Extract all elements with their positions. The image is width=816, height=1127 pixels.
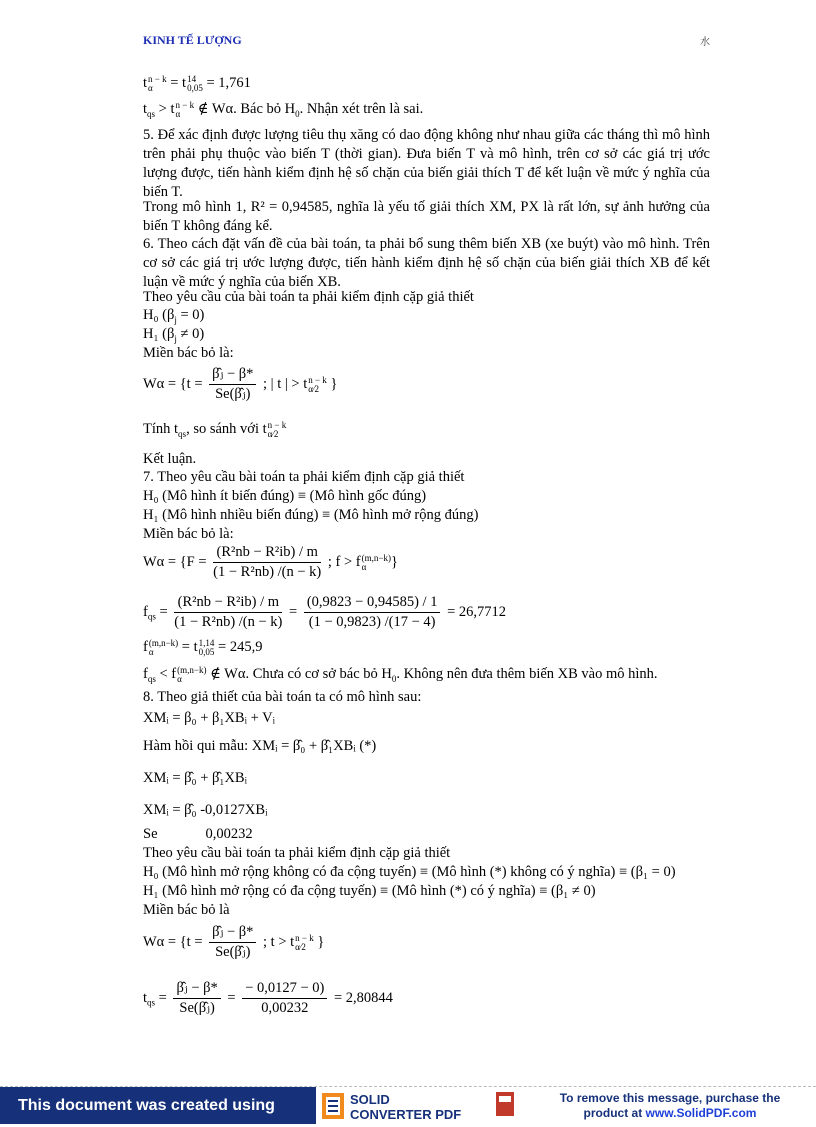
p8-sample-regression: Hàm hồi qui mẫu: XMᵢ = β̂₀ + β̂₁XBᵢ (*) [143, 738, 377, 754]
paragraph-8: 8. Theo giả thiết của bài toán ta có mô hình sau: [143, 689, 422, 705]
pdf-logo-icon [318, 1090, 528, 1122]
svg-text:CONVERTER PDF: CONVERTER PDF [350, 1107, 462, 1122]
conclusion-label: Kết luận. [143, 451, 197, 467]
se-line: Se 0,00232 [143, 826, 253, 842]
banner-created-text: This document was created using [0, 1087, 316, 1124]
paragraph-6: 6. Theo cách đặt vấn đề của bài toán, ta phải bổ sung thêm biến XB (xe buýt) vào mô hình. Trên cơ sở các giá trị ước lượng được, tiến hành kiểm định hệ số chặn của biến giải thích XB để kết luận về mức ý nghĩa của biến XB. [143, 236, 710, 290]
p8-model: XMᵢ = β₀ + β₁XBᵢ + Vᵢ [143, 710, 275, 726]
rejection-region-label: Miền bác bỏ là: [143, 345, 234, 361]
p7-h1: H₁ (Mô hình nhiều biến đúng) ≡ (Mô hình mở rộng đúng) [143, 507, 479, 523]
p7-h0: H₀ (Mô hình ít biến đúng) ≡ (Mô hình gốc đúng) [143, 488, 427, 504]
rejection-region-label-3: Miền bác bỏ là [143, 902, 230, 918]
paragraph-7: 7. Theo yêu cầu bài toán ta phải kiểm định cặp giả thiết [143, 469, 465, 485]
p8-eq-2: XMᵢ = β̂₀ + β̂₁XBᵢ [143, 770, 247, 786]
p8-h0: H₀ (Mô hình mở rộng không có đa cộng tuyến) ≡ (Mô hình (*) không có ý nghĩa) ≡ (β₁ = 0) [143, 864, 676, 880]
compute-tqs-line: Tính $t_{qs}$, so sánh với t n − k α⁄2 [143, 420, 287, 439]
solid-converter-logo [318, 1090, 528, 1122]
page-header-mark: 水 [700, 37, 710, 48]
banner-purchase-text: To remove this message, purchase the product at www.SolidPDF.com [559, 1091, 781, 1120]
t-alpha-line: t n − k α = t 14 0,05 = 1,761 [143, 74, 251, 93]
page-header-title: KINH TẾ LƯỢNG [143, 33, 242, 47]
p8-hypothesis-intro: Theo yêu cầu bài toán ta phải kiểm định cặp giả thiết [143, 845, 451, 861]
h1-line: H₁ $(\beta_j \ne 0)$ [143, 326, 205, 344]
h0-line: H₀ $(\beta_j = 0)$ [143, 307, 205, 325]
fqs-formula: $f_{qs}$ = $\frac{\text{(R²nb − R²ib) / m}}{\text{(1 − R²nb) /(n − k)}}$ = $\frac{(0,9823 - 0,94585) / 1}{(1 - 0,9823) /(17 - 4)}$ = 26,7712 [143, 594, 507, 630]
tqs-compare-line: $t_{qs} > t$ n − k α ∉ Wα. Bác bỏ $H_0$. Nhận xét trên là sai. [143, 100, 424, 119]
watermark-banner [0, 1086, 816, 1124]
paragraph-6b: Theo yêu cầu của bài toán ta phải kiểm định cặp giả thiết [143, 289, 474, 305]
rejection-region-formula-1: Wα = {t = $\frac{\text{β̂ⱼ − β*}}{\text{Se(β̂ⱼ)}}$ ; | t | > t n − k α⁄2 } [143, 366, 338, 402]
p8-eq-3: XMᵢ = β̂₀ -0,0127XBᵢ [143, 802, 268, 818]
f-alpha-line: f (m,n−k) α = t 1,14 0,05 = 245,9 [143, 638, 263, 657]
paragraph-5: 5. Để xác định được lượng tiêu thụ xăng có dao động không như nhau giữa các tháng thì mô hình trên phải phụ thuộc vào biến T (thời gian). Đưa biến T và mô hình, trên cơ sở các giá trị ước lượng được, tiến hành kiểm định hệ số chặn của biến giải thích T để kết luận về mức ý nghĩa của biến T. [143, 127, 710, 200]
solidpdf-link[interactable]: www.SolidPDF.com [645, 1106, 757, 1120]
tqs-formula: $t_{qs}$ = $\frac{\text{β̂ⱼ − β*}}{\text{Se(β̂ⱼ)}}$ = $\frac{- 0,0127 - 0)}{0,00232}$ = 2,80844 [143, 980, 393, 1016]
f-compare-line: $f_{qs} < f$ (m,n−k) α ∉ Wα. Chưa có cơ sở bác bỏ $H_0$. Không nên đưa thêm biến XB vào mô hình. [143, 665, 658, 684]
p8-h1: H₁ (Mô hình mở rộng có đa cộng tuyến) ≡ (Mô hình (*) có ý nghĩa) ≡ (β₁ ≠ 0) [143, 883, 596, 899]
rejection-region-formula-3: Wα = {t = $\frac{\text{β̂ⱼ − β*}}{\text{Se(β̂ⱼ)}}$ ; t > t n − k α⁄2 } [143, 924, 325, 960]
svg-text:SOLID: SOLID [350, 1092, 390, 1107]
rejection-region-label-2: Miền bác bỏ là: [143, 526, 234, 542]
rejection-region-formula-2: Wα = {F = $\frac{\text{(R²nb − R²ib) / m}}{\text{(1 − R²nb) /(n − k)}}$ ; f > f (m,n−k) α } [143, 544, 398, 580]
paragraph-5b: Trong mô hình 1, R² = 0,94585, nghĩa là yếu tố giải thích XM, PX là rất lớn, sự ảnh hưởng của biến T không đáng kể. [143, 199, 710, 234]
